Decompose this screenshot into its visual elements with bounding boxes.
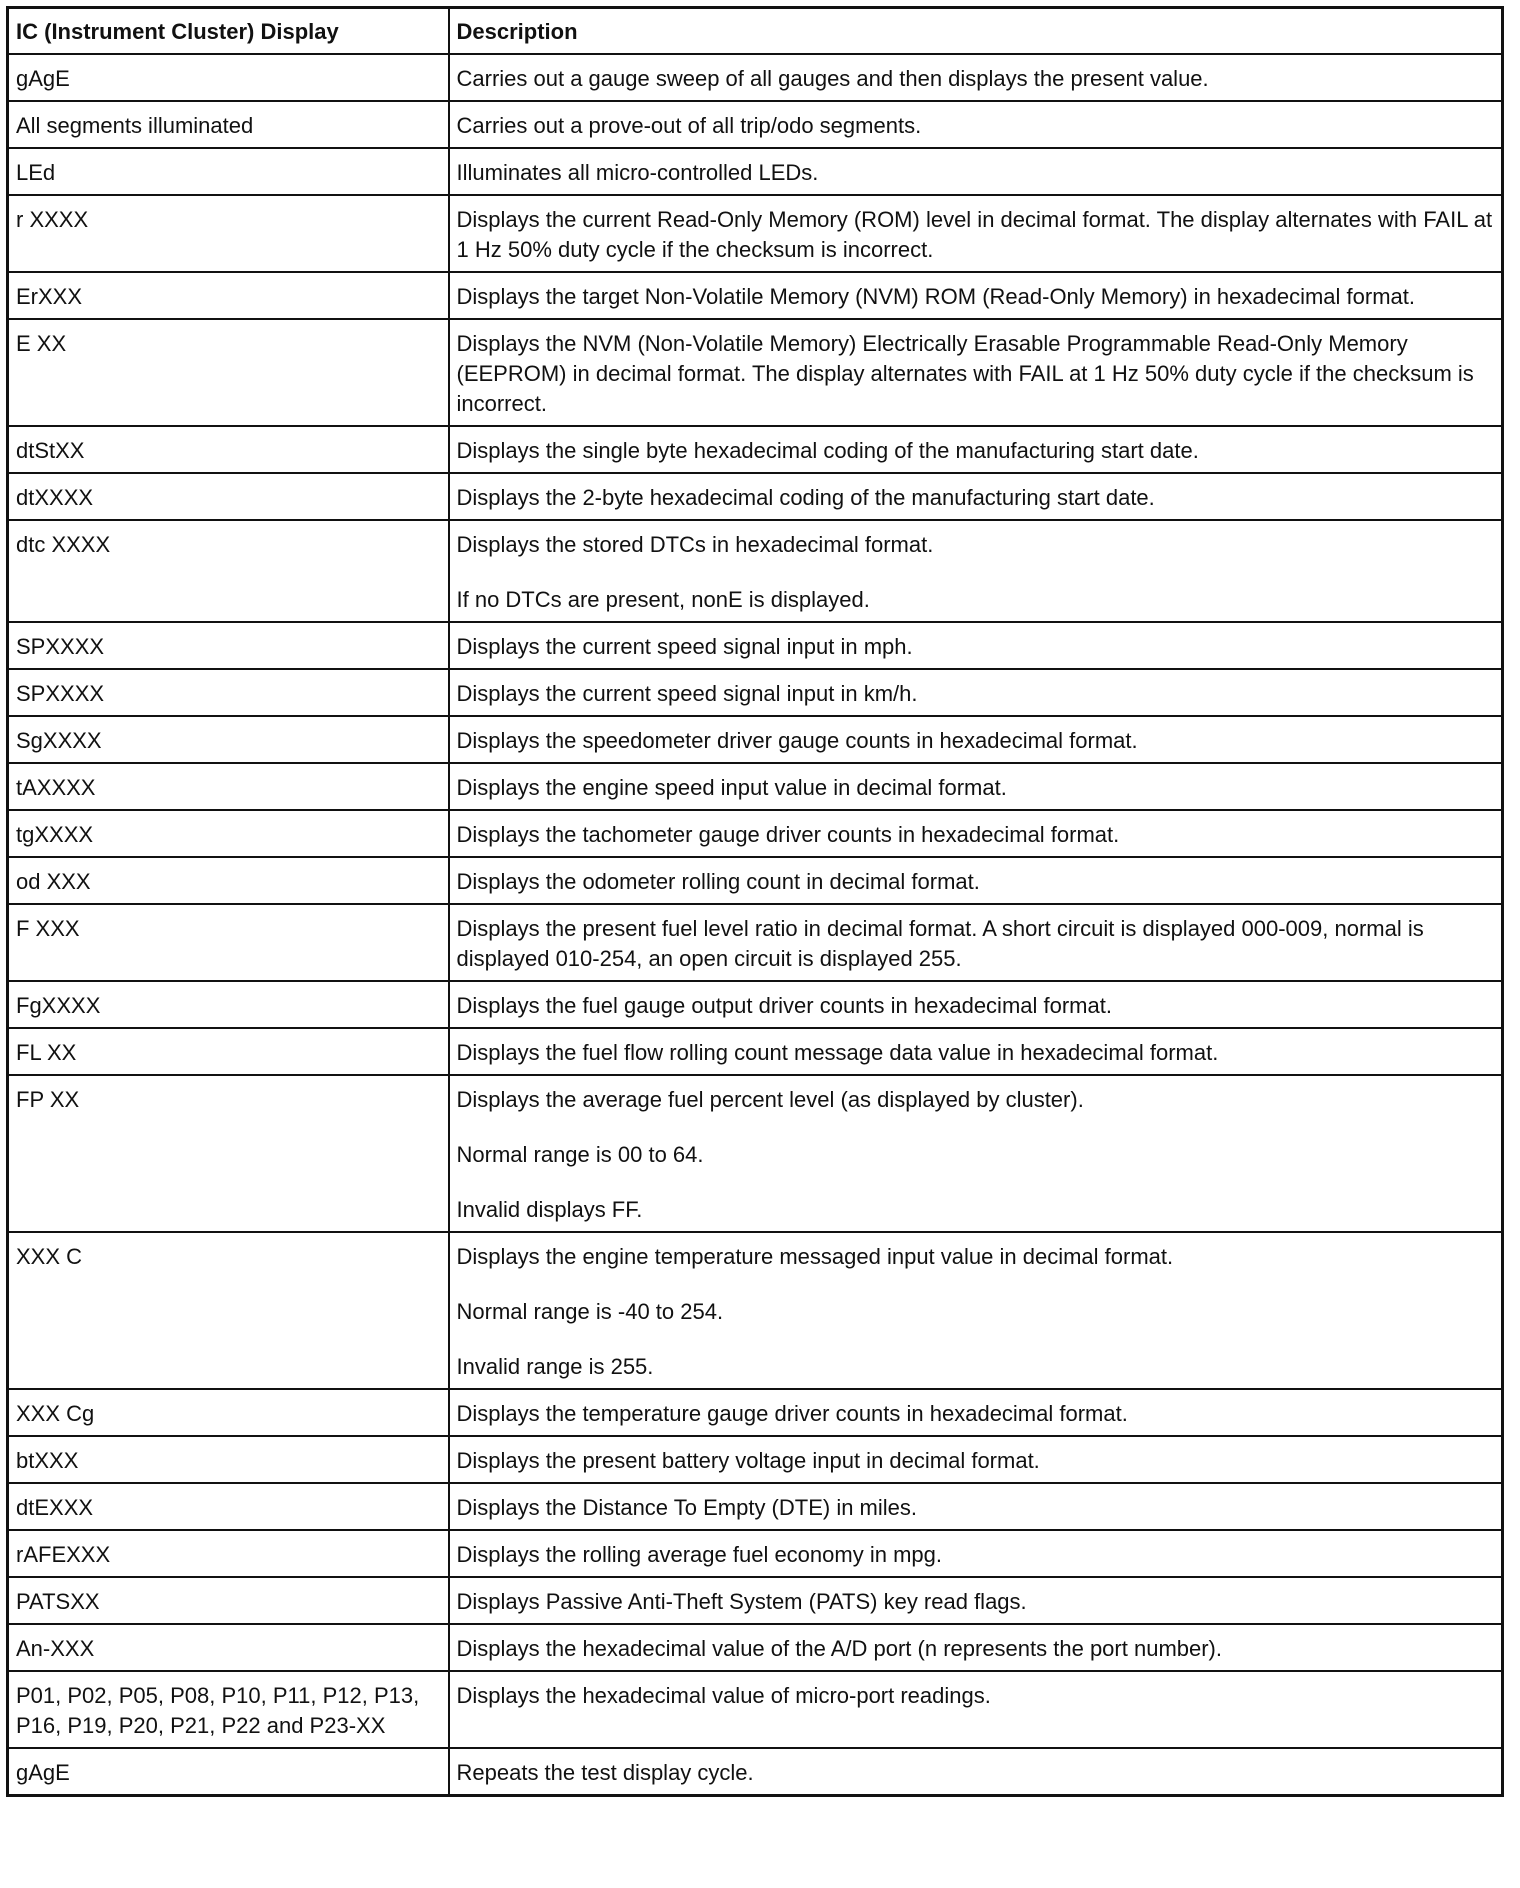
description-cell [449,1028,1503,1075]
table-row [8,763,1503,810]
display-code-cell: XXX C [8,1232,449,1389]
description-cell [449,1671,1503,1748]
display-code-cell: All segments illuminated [8,101,449,148]
description-cell [449,473,1503,520]
description-cell [449,1483,1503,1530]
table-row [8,1436,1503,1483]
description-text: Displays the NVM (Non-Volatile Memory) Electrically Erasable Programmable Read-Only Memory (EEPROM) in decimal format. The display alternates with FAIL at 1 Hz 50% duty cycle if the checksum is incorrect. [456,331,1474,416]
table-row [8,1577,1503,1624]
description-text: Displays the stored DTCs in hexadecimal format. [456,532,934,557]
table-row [8,810,1503,857]
description-cell [449,622,1503,669]
description-cell [449,54,1503,101]
display-code-cell: dtStXX [8,426,449,473]
table-row [8,1483,1503,1530]
table-row [8,1530,1503,1577]
display-code-cell: r XXXX [8,195,449,272]
description-text: Displays the hexadecimal value of micro-port readings. [456,1683,991,1708]
description-cell [449,716,1503,763]
description-text: Displays the current speed signal input in km/h. [456,681,918,706]
description-text: Displays the rolling average fuel economy in mpg. [456,1542,942,1567]
description-text: Invalid displays FF. [456,1197,643,1222]
table-row [8,319,1503,426]
description-cell [449,810,1503,857]
display-code-cell: An-XXX [8,1624,449,1671]
description-text: Normal range is -40 to 254. [456,1299,724,1324]
table-row [8,857,1503,904]
display-code-cell: SPXXXX [8,622,449,669]
description-text: Displays the engine temperature messaged input value in decimal format. [456,1244,1174,1269]
description-cell [449,148,1503,195]
description-text: Invalid range is 255. [456,1354,654,1379]
display-code-cell: dtc XXXX [8,520,449,622]
description-text: Illuminates all micro-controlled LEDs. [456,160,819,185]
table-row [8,904,1503,981]
display-code-cell: SPXXXX [8,669,449,716]
description-cell [449,1389,1503,1436]
table-row [8,622,1503,669]
description-text: Displays the hexadecimal value of the A/D port (n represents the port number). [456,1636,1222,1661]
description-text: Carries out a gauge sweep of all gauges and then displays the present value. [456,66,1209,91]
display-code-cell: tgXXXX [8,810,449,857]
description-cell [449,319,1503,426]
display-code-cell: SgXXXX [8,716,449,763]
display-code-cell: F XXX [8,904,449,981]
display-code-cell: btXXX [8,1436,449,1483]
display-code-cell: dtXXXX [8,473,449,520]
description-cell [449,426,1503,473]
table-row [8,54,1503,101]
description-text: Displays the fuel flow rolling count message data value in hexadecimal format. [456,1040,1219,1065]
table-row [8,426,1503,473]
description-text: Displays the temperature gauge driver counts in hexadecimal format. [456,1401,1128,1426]
display-code-cell: od XXX [8,857,449,904]
description-cell [449,1232,1503,1389]
display-code-cell: FP XX [8,1075,449,1232]
description-text: Displays the target Non-Volatile Memory (NVM) ROM (Read-Only Memory) in hexadecimal format. [456,284,1416,309]
description-text: Displays the current Read-Only Memory (ROM) level in decimal format. The display alternates with FAIL at 1 Hz 50% duty cycle if the checksum is incorrect. [456,207,1493,262]
table-row [8,520,1503,622]
table-row [8,101,1503,148]
table-row [8,148,1503,195]
description-cell [449,1577,1503,1624]
table-row [8,716,1503,763]
description-cell [449,520,1503,622]
display-code-cell: rAFEXXX [8,1530,449,1577]
description-text: Displays the Distance To Empty (DTE) in miles. [456,1495,918,1520]
description-cell [449,763,1503,810]
table-row [8,1028,1503,1075]
table-row [8,1389,1503,1436]
description-text: Displays the engine speed input value in decimal format. [456,775,1007,800]
display-code-cell: XXX Cg [8,1389,449,1436]
description-cell [449,1624,1503,1671]
description-text: Displays the tachometer gauge driver counts in hexadecimal format. [456,822,1120,847]
description-text: Displays the single byte hexadecimal coding of the manufacturing start date. [456,438,1199,463]
description-text: Displays the present fuel level ratio in decimal format. A short circuit is displayed 000-009, normal is displayed 010-254, an open circuit is displayed 255. [456,916,1424,971]
description-text: If no DTCs are present, nonE is displayed. [456,587,870,612]
description-cell [449,669,1503,716]
table-row [8,1671,1503,1748]
description-cell [449,195,1503,272]
table-row [8,272,1503,319]
display-code-cell: gAgE [8,1748,449,1796]
description-text: Normal range is 00 to 64. [456,1142,704,1167]
description-text: Displays the current speed signal input in mph. [456,634,913,659]
ic-display-table [6,6,1504,1797]
column-header-description: Description [449,8,1503,55]
description-text: Displays the present battery voltage input in decimal format. [456,1448,1040,1473]
table-header-row [8,8,1503,55]
table-row [8,669,1503,716]
display-code-cell: FL XX [8,1028,449,1075]
description-text: Displays the 2-byte hexadecimal coding of the manufacturing start date. [456,485,1155,510]
display-code-cell: P01, P02, P05, P08, P10, P11, P12, P13, P16, P19, P20, P21, P22 and P23-XX [8,1671,449,1748]
description-cell [449,1436,1503,1483]
description-text: Displays the odometer rolling count in decimal format. [456,869,980,894]
display-code-cell: LEd [8,148,449,195]
table-row [8,981,1503,1028]
description-cell [449,272,1503,319]
description-cell [449,1530,1503,1577]
display-code-cell: dtEXXX [8,1483,449,1530]
table-row [8,1624,1503,1671]
table-row [8,1748,1503,1796]
table-row [8,473,1503,520]
table-row [8,195,1503,272]
table-row [8,1075,1503,1232]
description-cell [449,904,1503,981]
description-text: Displays Passive Anti-Theft System (PATS) key read flags. [456,1589,1027,1614]
table-row [8,1232,1503,1389]
description-cell [449,1748,1503,1796]
description-cell [449,101,1503,148]
description-text: Carries out a prove-out of all trip/odo segments. [456,113,922,138]
display-code-cell: PATSXX [8,1577,449,1624]
description-cell [449,1075,1503,1232]
display-code-cell: E XX [8,319,449,426]
description-text: Displays the speedometer driver gauge counts in hexadecimal format. [456,728,1138,753]
description-cell [449,981,1503,1028]
description-text: Displays the fuel gauge output driver counts in hexadecimal format. [456,993,1112,1018]
description-text: Displays the average fuel percent level (as displayed by cluster). [456,1087,1084,1112]
display-code-cell: ErXXX [8,272,449,319]
description-text: Repeats the test display cycle. [456,1760,754,1785]
description-cell [449,857,1503,904]
column-header-display: IC (Instrument Cluster) Display [8,8,449,55]
table-body [8,54,1503,1796]
display-code-cell: tAXXXX [8,763,449,810]
display-code-cell: gAgE [8,54,449,101]
display-code-cell: FgXXXX [8,981,449,1028]
